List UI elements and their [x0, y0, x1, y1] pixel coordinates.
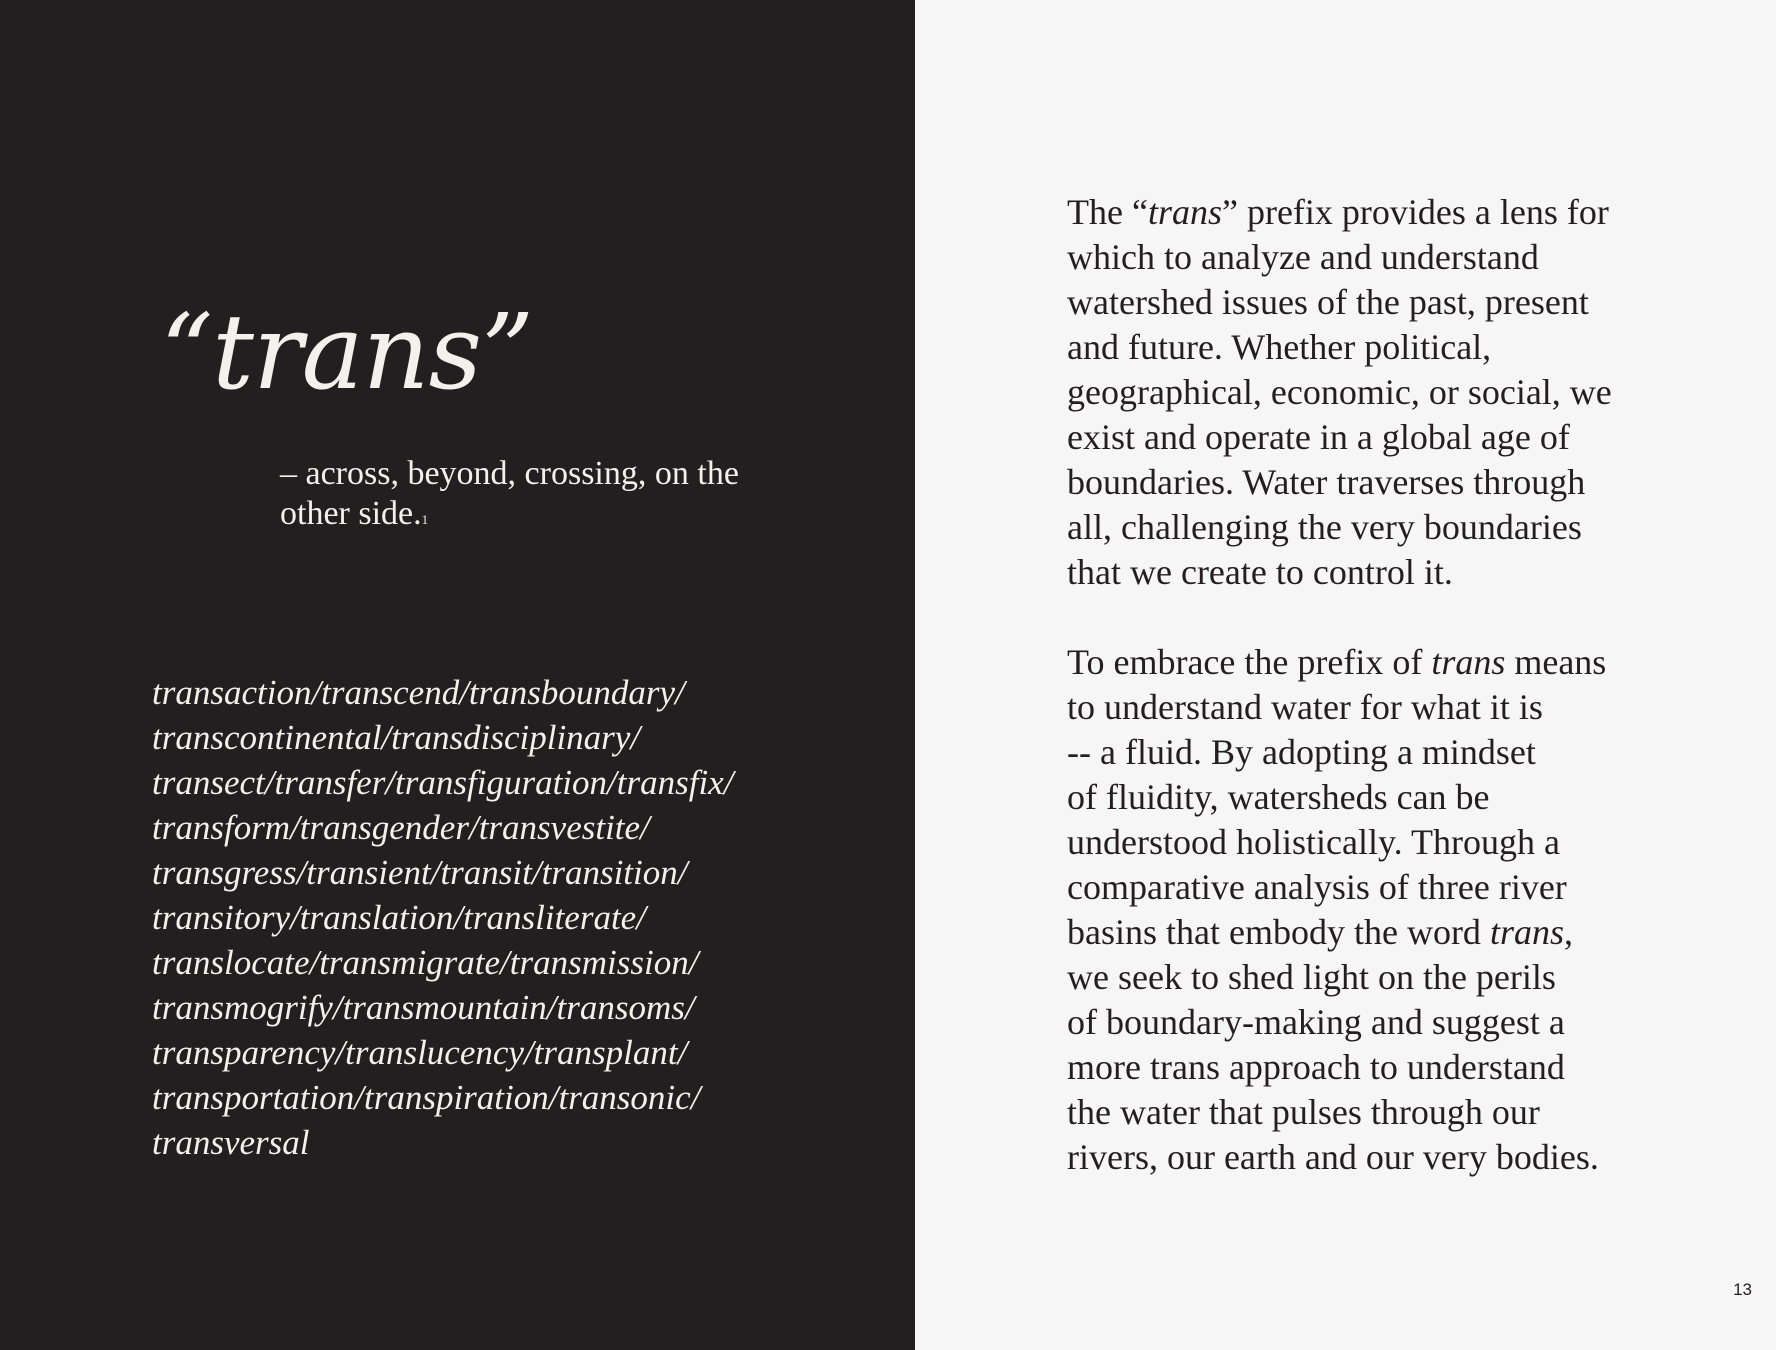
- word-list-line: translocate/transmigrate/transmission/: [152, 943, 699, 982]
- word-list-line: transgress/transient/transit/transition/: [152, 853, 688, 892]
- body-text: [1067, 190, 1707, 1180]
- paragraph-gap: [1067, 595, 1707, 640]
- paragraph-1-line: [1067, 190, 1707, 235]
- trans-word-list: [152, 670, 892, 1165]
- word-list-line: transmogrify/transmountain/transoms/: [152, 988, 695, 1027]
- paragraph-2-line: more trans approach to understand: [1067, 1047, 1565, 1087]
- paragraph-2-line: [1067, 640, 1707, 685]
- text-run: To embrace the prefix of: [1067, 642, 1432, 682]
- paragraph-1-line: which to analyze and understand: [1067, 237, 1539, 277]
- text-run: means: [1505, 642, 1607, 682]
- page-number: 13: [1733, 1280, 1752, 1299]
- word-list-line: transportation/transpiration/transonic/: [152, 1078, 701, 1117]
- definition-line: – across, beyond, crossing, on the: [280, 455, 739, 492]
- text-run: ,: [1563, 912, 1573, 952]
- headword-text: trans: [212, 291, 482, 413]
- paragraph-2-line: the water that pulses through our: [1067, 1092, 1540, 1132]
- word-list-line: transitory/translation/transliterate/: [152, 898, 646, 937]
- paragraph-2-line: comparative analysis of three river: [1067, 867, 1567, 907]
- paragraph-2-line: we seek to shed light on the perils: [1067, 957, 1556, 997]
- italic-trans: trans: [1431, 642, 1506, 682]
- word-list-line: transcontinental/transdisciplinary/: [152, 718, 641, 757]
- paragraph-2-line: of boundary-making and suggest a: [1067, 1002, 1565, 1042]
- paragraph-1-line: geographical, economic, or social, we: [1067, 372, 1612, 412]
- footnote-marker: 1: [421, 512, 429, 527]
- paragraph-1-line: that we create to control it.: [1067, 552, 1453, 592]
- word-list-line: transparency/translucency/transplant/: [152, 1033, 688, 1072]
- paragraph-1-line: exist and operate in a global age of: [1067, 417, 1570, 457]
- word-list-line: transaction/transcend/transboundary/: [152, 673, 685, 712]
- word-list-line: transform/transgender/transvestite/: [152, 808, 650, 847]
- paragraph-1-line: watershed issues of the past, present: [1067, 282, 1589, 322]
- text-run: basins that embody the word: [1067, 912, 1490, 952]
- paragraph-2-line: -- a fluid. By adopting a mindset: [1067, 732, 1536, 772]
- paragraph-2-line: of fluidity, watersheds can be: [1067, 777, 1490, 817]
- paragraph-1-line: boundaries. Water traverses through: [1067, 462, 1586, 502]
- paragraph-2-line: understood holistically. Through a: [1067, 822, 1560, 862]
- headword-open-quote: “: [160, 291, 213, 413]
- text-run: The “: [1067, 192, 1148, 232]
- paragraph-2-line: [1067, 910, 1707, 955]
- headword-close-quote: ”: [481, 291, 534, 413]
- definition-line: other side.: [280, 495, 422, 532]
- italic-trans: trans: [1147, 192, 1222, 232]
- paragraph-1-line: and future. Whether political,: [1067, 327, 1492, 367]
- paragraph-2-line: to understand water for what it is: [1067, 687, 1543, 727]
- word-list-line: transect/transfer/transfiguration/transfix/: [152, 763, 734, 802]
- word-list-line: transversal: [152, 1123, 310, 1162]
- paragraph-1-line: all, challenging the very boundaries: [1067, 507, 1582, 547]
- text-run: ” prefix provides a lens for: [1221, 192, 1609, 232]
- italic-trans: trans: [1489, 912, 1564, 952]
- paragraph-2-line: rivers, our earth and our very bodies.: [1067, 1137, 1599, 1177]
- headword-trans: [160, 291, 534, 413]
- definition: [280, 454, 800, 534]
- right-page: [915, 0, 1776, 1350]
